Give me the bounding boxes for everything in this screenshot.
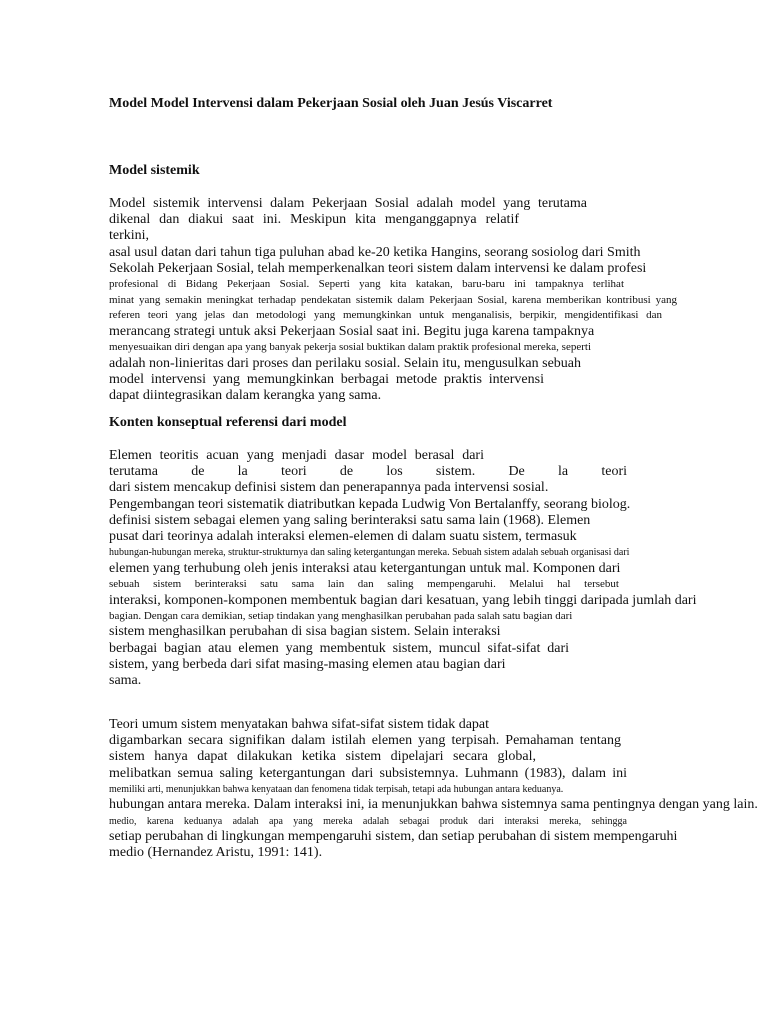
text-line: berbagai bagian atau elemen yang membentuk sistem, muncul sifat-sifat dari xyxy=(109,640,569,656)
text-line: dapat diintegrasikan dalam kerangka yang sama. xyxy=(109,388,382,403)
text-line: bagian. Dengan cara demikian, setiap tindakan yang menghasilkan perubahan pada salah satu bagian dari xyxy=(109,609,573,622)
text-line: sebuah sistem berinteraksi satu sama lain dan saling mempengaruhi. Melalui hal tersebut xyxy=(109,578,619,591)
text-line: adalah non-linieritas dari proses dan perilaku sosial. Selain itu, mengusulkan sebuah xyxy=(109,355,581,371)
text-line: Teori umum sistem menyatakan bahwa sifat-sifat sistem tidak dapat xyxy=(109,717,490,732)
text-line: menyesuaikan diri dengan apa yang banyak pekerja sosial buktikan dalam praktik profesional mereka, seperti xyxy=(109,341,591,353)
text-line: model intervensi yang memungkinkan berbagai metode praktis intervensi xyxy=(109,371,544,387)
text-line: medio, karena keduanya adalah apa yang mereka adalah sebagai produk dari interaksi mereka, sehingga xyxy=(109,815,627,827)
document-title: Model Model Intervensi dalam Pekerjaan Sosial oleh Juan Jesús Viscarret xyxy=(109,96,553,111)
section-heading-konten-konseptual: Konten konseptual referensi dari model xyxy=(109,415,347,430)
text-line: hubungan-hubungan mereka, struktur-strukturnya dan saling ketergantungan mereka. Sebuah sistem adalah sebuah organisasi dari xyxy=(109,547,630,559)
text-line: Sekolah Pekerjaan Sosial, telah memperkenalkan teori sistem dalam intervensi ke dalam profesi xyxy=(109,260,647,276)
text-line: merancang strategi untuk aksi Pekerjaan Sosial saat ini. Begitu juga karena tampaknya xyxy=(109,323,595,339)
text-line: referen teori yang jelas dan metodologi yang memungkinkan untuk menganalisis, berpikir, mengidentifikasi dan xyxy=(109,309,662,322)
paragraph-elemen-teoritis xyxy=(109,448,768,689)
text-line: dari sistem mencakup definisi sistem dan penerapannya pada intervensi sosial. xyxy=(109,480,549,496)
text-line: setiap perubahan di lingkungan mempengaruhi sistem, dan setiap perubahan di sistem mempengaruhi xyxy=(109,829,678,845)
text-line: Pengembangan teori sistematik diatributkan kepada Ludwig Von Bertalanffy, seorang biolog. xyxy=(109,496,631,512)
text-line: melibatkan semua saling ketergantungan dari subsistemnya. Luhmann (1983), dalam ini xyxy=(109,765,627,781)
section-heading-model-sistemik: Model sistemik xyxy=(109,163,200,178)
text-line: sistem, yang berbeda dari sifat masing-masing elemen atau bagian dari xyxy=(109,656,506,672)
text-line: minat yang semakin meningkat terhadap pendekatan sistemik dalam Pekerjaan Sosial, karena memberikan kontribusi yang xyxy=(109,293,677,306)
text-line: memiliki arti, menunjukkan bahwa kenyataan dan fenomena tidak terpisah, tetapi ada hubungan antara keduanya. xyxy=(109,783,564,795)
text-line: dikenal dan diakui saat ini. Meskipun kita menganggapnya relatif terkini, xyxy=(109,212,519,244)
text-line: sistem hanya dapat dilakukan ketika sistem dipelajari secara global, xyxy=(109,749,536,765)
text-line: Elemen teoritis acuan yang menjadi dasar model berasal dari xyxy=(109,448,484,463)
text-line: Model sistemik intervensi dalam Pekerjaan Sosial adalah model yang terutama xyxy=(109,196,587,211)
text-line: medio (Hernandez Aristu, 1991: 141). xyxy=(109,845,323,861)
text-line: sama. xyxy=(109,673,142,689)
text-line: elemen yang terhubung oleh jenis interaksi atau ketergantungan untuk mal. Komponen dari xyxy=(109,560,621,576)
text-line: hubungan antara mereka. Dalam interaksi ini, ia menunjukkan bahwa sistemnya sama pentingnya dengan yang lain. xyxy=(109,797,758,813)
paragraph-teori-umum-sistem xyxy=(109,717,768,862)
text-line: sistem menghasilkan perubahan di sisa bagian sistem. Selain interaksi xyxy=(109,624,501,640)
text-line: terutama de la teori de los sistem. De la teori xyxy=(109,464,627,480)
text-line: definisi sistem sebagai elemen yang saling berinteraksi satu sama lain (1968). Elemen xyxy=(109,512,591,528)
text-line: asal usul datan dari tahun tiga puluhan abad ke-20 ketika Hangins, seorang sosiolog dari Smith xyxy=(109,244,641,260)
text-line: interaksi, komponen-komponen membentuk bagian dari kesatuan, yang lebih tinggi daripada jumlah dari xyxy=(109,592,697,608)
text-line: pusat dari teorinya adalah interaksi elemen-elemen di dalam suatu sistem, termasuk xyxy=(109,529,577,545)
text-line: profesional di Bidang Pekerjaan Sosial. Seperti yang kita katakan, baru-baru ini tampaknya terlihat xyxy=(109,278,624,291)
text-line: digambarkan secara signifikan dalam istilah elemen yang terpisah. Pemahaman tentang xyxy=(109,733,621,749)
paragraph-model-sistemik xyxy=(109,196,768,404)
